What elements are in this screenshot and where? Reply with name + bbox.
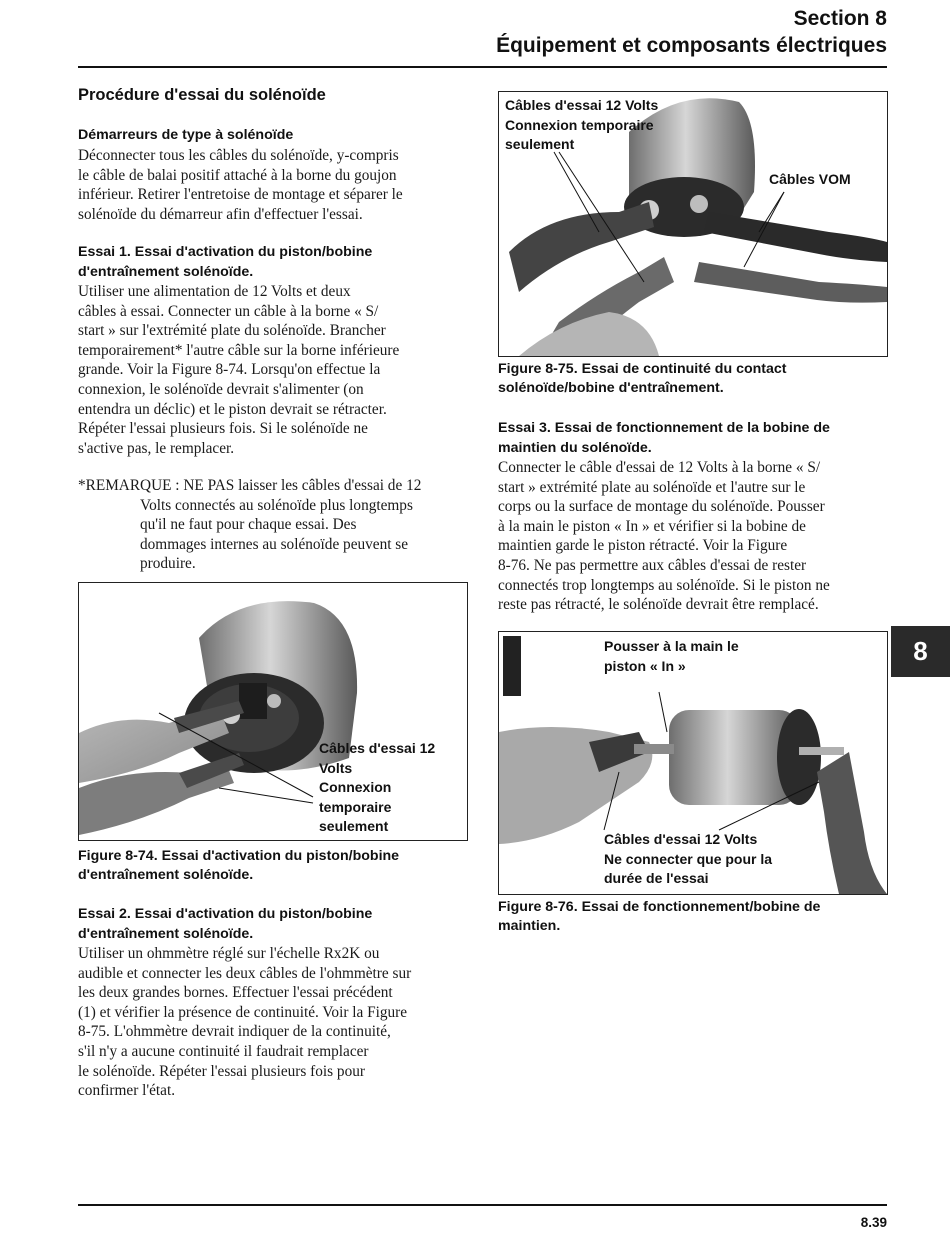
figure-8-76-label-push-piston: Pousser à la main le piston « In » — [604, 638, 739, 674]
figure-8-75-caption: Figure 8-75. Essai de continuité du contact solénoïde/bobine d'entraînement. — [498, 361, 787, 396]
figure-8-76-caption: Figure 8-76. Essai de fonctionnement/bobine de maintien. — [498, 899, 821, 934]
figure-8-75-label-test-cables: Câbles d'essai 12 Volts Connexion temporaire seulement — [505, 97, 659, 152]
figure-8-76 — [498, 631, 888, 895]
section-tab: 8 — [891, 626, 950, 677]
test2-heading: Essai 2. Essai d'activation du piston/bobine d'entraînement solénoïde. — [78, 906, 373, 942]
figure-8-74-caption: Figure 8-74. Essai d'activation du piston/bobine d'entraînement solénoïde. — [78, 848, 400, 883]
warning-note: *REMARQUE : NE PAS laisser les câbles d'essai de 12 Volts connectés au solénoïde plus longtemps qu'il ne faut pour chaque essai. Des dommages internes au solénoïde peuvent se produire. — [78, 477, 422, 573]
test1-paragraph: Utiliser une alimentation de 12 Volts et deux câbles à essai. Connecter un câble à la borne « S/ start » sur l'extrémité plate du solénoïde. Brancher temporairement* l'autre câble sur la borne inférieure grande. Voir la Figure 8-74. Lorsqu'on effectue la connexion, le solénoïde devrait s'alimenter (on entendra un déclic) et le piston devrait se rétracter. Répéter l'essai plusieurs fois. Si le solénoïde ne s'active pas, le remplacer. — [78, 283, 400, 457]
figure-8-76-label-test-cables: Câbles d'essai 12 Volts Ne connecter que pour la durée de l'essai — [604, 831, 773, 886]
procedure-heading: Procédure d'essai du solénoïde — [78, 86, 326, 104]
footer-rule — [78, 1204, 887, 1206]
section-number: Section 8 — [793, 7, 887, 30]
figure-8-75-label-vom: Câbles VOM — [769, 171, 851, 187]
page-number: 8.39 — [860, 1215, 887, 1230]
header-rule — [78, 66, 887, 68]
starter-type-heading: Démarreurs de type à solénoïde — [78, 127, 294, 143]
figure-8-74 — [78, 582, 468, 841]
intro-paragraph: Déconnecter tous les câbles du solénoïde, y-compris le câble de balai positif attaché à la borne du goujon inférieur. Retirer l'entretoise de montage et séparer le solénoïde du démarreur afin d'effectuer l'essai. — [78, 147, 403, 223]
test1-heading: Essai 1. Essai d'activation du piston/bobine d'entraînement solénoïde. — [78, 244, 373, 280]
figure-8-74-label: Câbles d'essai 12 Volts Connexion temporaire seulement — [319, 740, 436, 834]
figure-8-75 — [498, 91, 888, 357]
test2-paragraph: Utiliser un ohmmètre réglé sur l'échelle Rx2K ou audible et connecter les deux câbles de l'ohmmètre sur les deux grandes bornes. Effectuer l'essai précédent (1) et vérifier la présence de continuité. Voir la Figure 8-75. L'ohmmètre devrait indiquer de la continuité, s'il n'y a aucune continuité il faudrait remplacer le solénoïde. Répéter l'essai plusieurs fois pour confirmer l'état. — [78, 945, 412, 1100]
test3-heading: Essai 3. Essai de fonctionnement de la bobine de maintien du solénoïde. — [498, 420, 830, 456]
test3-paragraph: Connecter le câble d'essai de 12 Volts à la borne « S/ start » extrémité plate au solénoïde et l'autre sur le corps ou la surface de montage du solénoïde. Pousser à la main le piston « In » et vérifier si la bobine de maintien garde le piston rétracté. Voir la Figure 8-76. Ne pas permettre aux câbles d'essai de rester connectés trop longtemps au solénoïde. Si le piston ne reste pas rétracté, le solénoïde devrait être remplacé. — [498, 459, 830, 614]
section-title: Équipement et composants électriques — [496, 34, 887, 57]
